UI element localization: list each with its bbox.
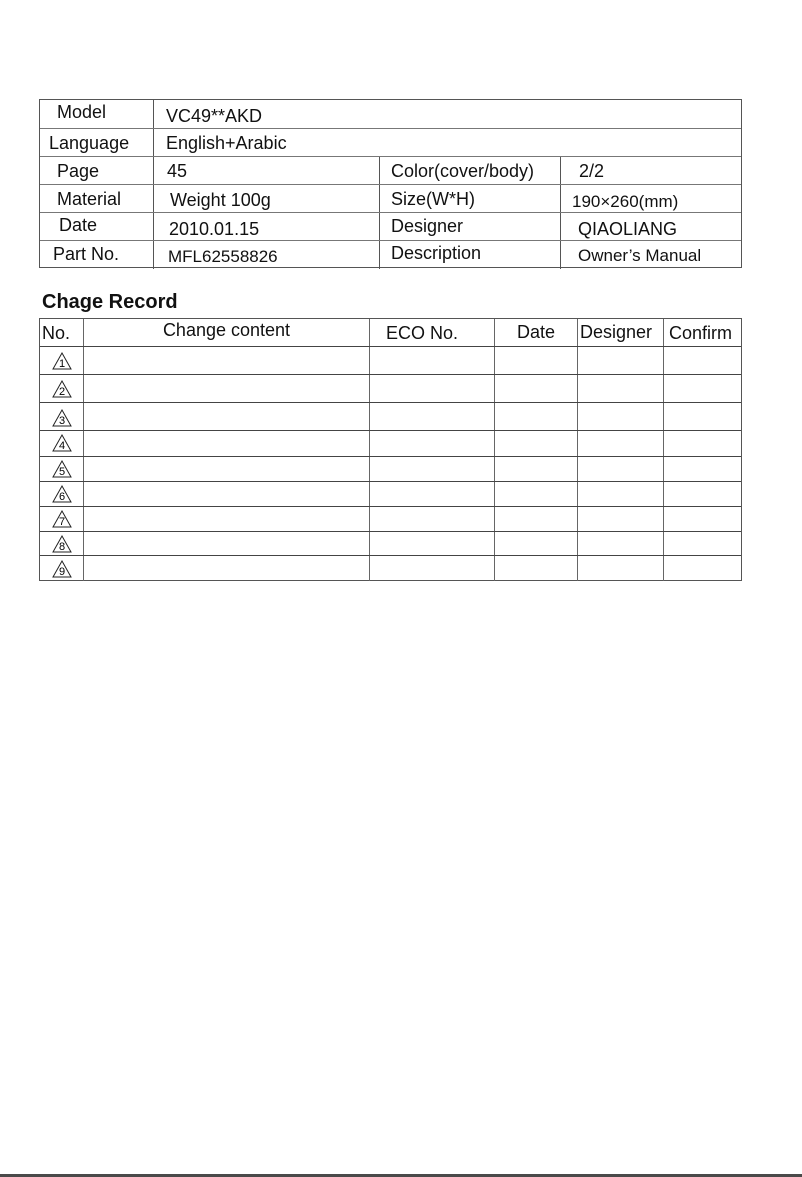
svg-text:2: 2 — [58, 386, 66, 398]
designer-cell[interactable] — [577, 457, 663, 481]
svg-text:9: 9 — [58, 566, 66, 578]
spec-value: Weight 100g — [153, 185, 379, 212]
header-row — [40, 319, 741, 347]
date-cell[interactable] — [494, 431, 577, 456]
svg-text:1: 1 — [58, 358, 66, 370]
spec-label: Part No. — [53, 244, 120, 264]
change-content-cell[interactable] — [83, 507, 369, 531]
revision-triangle-icon — [52, 352, 72, 370]
spec-row-date — [40, 213, 741, 241]
confirm-cell[interactable] — [663, 556, 741, 581]
header-eco-no: ECO No. — [369, 319, 494, 346]
revision-cell — [40, 403, 83, 430]
revision-triangle-icon — [52, 485, 72, 503]
spec-value: English+Arabic — [153, 129, 741, 156]
designer-cell[interactable] — [577, 532, 663, 555]
designer-cell[interactable] — [577, 347, 663, 374]
change-content-cell[interactable] — [83, 532, 369, 555]
table-row — [40, 556, 741, 581]
spec-value: VC49**AKD — [153, 100, 741, 128]
revision-cell — [40, 375, 83, 402]
table-row — [40, 375, 741, 403]
eco-no-cell[interactable] — [369, 347, 494, 374]
confirm-cell[interactable] — [663, 482, 741, 506]
designer-cell[interactable] — [577, 482, 663, 506]
header-change-content: Change content — [83, 319, 369, 346]
spec-value: Owner’s Manual — [560, 241, 741, 269]
spec-label: Date — [59, 215, 98, 235]
date-cell[interactable] — [494, 507, 577, 531]
revision-cell — [40, 532, 83, 555]
svg-text:4: 4 — [58, 440, 66, 452]
change-content-cell[interactable] — [83, 347, 369, 374]
date-cell[interactable] — [494, 556, 577, 581]
revision-triangle-icon — [52, 560, 72, 578]
header-confirm: Confirm — [663, 319, 741, 346]
spec-value: 2/2 — [560, 157, 741, 184]
spec-value: 45 — [153, 157, 379, 184]
spec-row-material — [40, 185, 741, 213]
date-cell[interactable] — [494, 482, 577, 506]
confirm-cell[interactable] — [663, 431, 741, 456]
svg-text:3: 3 — [58, 415, 66, 427]
header-designer: Designer — [577, 319, 663, 346]
change-content-cell[interactable] — [83, 431, 369, 456]
designer-cell[interactable] — [577, 556, 663, 581]
change-content-cell[interactable] — [83, 556, 369, 581]
spec-value: QIAOLIANG — [560, 213, 741, 240]
table-row — [40, 507, 741, 532]
table-row — [40, 482, 741, 507]
revision-triangle-icon — [52, 434, 72, 452]
date-cell[interactable] — [494, 403, 577, 430]
confirm-cell[interactable] — [663, 347, 741, 374]
change-record-table — [39, 318, 742, 581]
spec-table — [39, 99, 742, 268]
spec-label: Designer — [379, 213, 560, 240]
spec-label: Page — [57, 161, 100, 181]
revision-triangle-icon — [52, 409, 72, 427]
spec-value: 2010.01.15 — [153, 213, 379, 240]
revision-cell — [40, 431, 83, 456]
eco-no-cell[interactable] — [369, 532, 494, 555]
spec-label: Size(W*H) — [379, 185, 560, 212]
revision-cell — [40, 556, 83, 581]
spec-row-page — [40, 157, 741, 185]
confirm-cell[interactable] — [663, 457, 741, 481]
svg-text:5: 5 — [58, 466, 66, 478]
table-row — [40, 457, 741, 482]
table-row — [40, 532, 741, 556]
revision-triangle-icon — [52, 460, 72, 478]
spec-label: Material — [57, 189, 122, 209]
revision-triangle-icon — [52, 380, 72, 398]
spec-label: Description — [379, 241, 560, 269]
spec-row-part-no — [40, 241, 741, 269]
designer-cell[interactable] — [577, 403, 663, 430]
revision-cell — [40, 507, 83, 531]
eco-no-cell[interactable] — [369, 507, 494, 531]
revision-cell — [40, 457, 83, 481]
designer-cell[interactable] — [577, 431, 663, 456]
confirm-cell[interactable] — [663, 507, 741, 531]
date-cell[interactable] — [494, 457, 577, 481]
date-cell[interactable] — [494, 347, 577, 374]
revision-cell — [40, 347, 83, 374]
confirm-cell[interactable] — [663, 532, 741, 555]
revision-triangle-icon — [52, 535, 72, 553]
spec-row-language — [40, 129, 741, 157]
spec-label: Model — [57, 102, 107, 122]
revision-triangle-icon — [52, 510, 72, 528]
eco-no-cell[interactable] — [369, 556, 494, 581]
eco-no-cell[interactable] — [369, 457, 494, 481]
change-content-cell[interactable] — [83, 482, 369, 506]
eco-no-cell[interactable] — [369, 375, 494, 402]
spec-label: Language — [49, 133, 130, 153]
spec-label: Color(cover/body) — [379, 157, 560, 184]
spec-value: 190×260(mm) — [560, 185, 741, 212]
table-row — [40, 403, 741, 431]
change-content-cell[interactable] — [83, 457, 369, 481]
change-content-cell[interactable] — [83, 375, 369, 402]
svg-text:8: 8 — [58, 541, 66, 553]
confirm-cell[interactable] — [663, 403, 741, 430]
svg-text:6: 6 — [58, 491, 66, 503]
spec-row-model — [40, 100, 741, 129]
confirm-cell[interactable] — [663, 375, 741, 402]
designer-cell[interactable] — [577, 375, 663, 402]
header-no: No. — [42, 323, 71, 343]
designer-cell[interactable] — [577, 507, 663, 531]
eco-no-cell[interactable] — [369, 403, 494, 430]
change-content-cell[interactable] — [83, 403, 369, 430]
change-record-title: Chage Record — [42, 291, 178, 313]
header-date: Date — [494, 319, 577, 346]
table-row — [40, 431, 741, 457]
svg-text:7: 7 — [58, 516, 66, 528]
date-cell[interactable] — [494, 375, 577, 402]
eco-no-cell[interactable] — [369, 482, 494, 506]
date-cell[interactable] — [494, 532, 577, 555]
spec-value: MFL62558826 — [153, 241, 379, 269]
revision-cell — [40, 482, 83, 506]
table-row — [40, 347, 741, 375]
eco-no-cell[interactable] — [369, 431, 494, 456]
